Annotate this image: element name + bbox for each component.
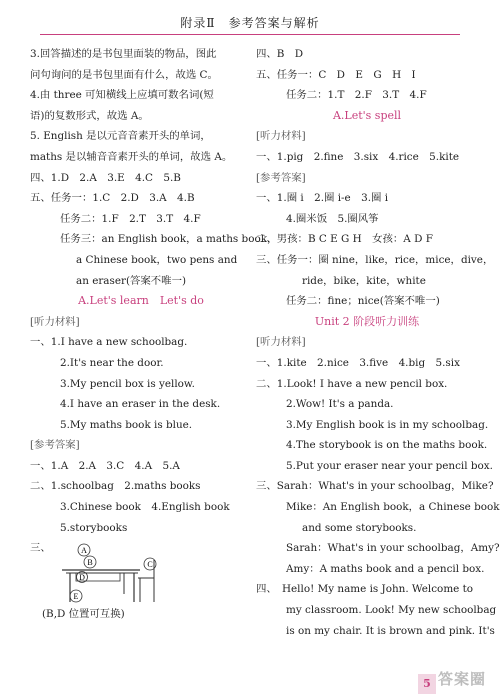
page-header — [0, 0, 500, 40]
left-column — [30, 44, 278, 625]
passage-line: 四、 Hello! My name is John. Welcome to — [256, 583, 474, 596]
text-line: maths 是以辅音音素开头的单词，故选 A。 — [30, 150, 233, 163]
header-title: 附录Ⅱ 参考答案与解析 — [180, 16, 320, 30]
listening-line: 4.The storybook is on the maths book. — [286, 439, 488, 452]
listening-line: 二、1.Look! I have a new pencil box. — [256, 377, 448, 390]
figure-letter: C — [147, 560, 153, 570]
answer-line: 4.圈米饭 5.圈风筝 — [286, 212, 379, 225]
section-tag: [听力材料] — [256, 130, 306, 143]
answer-line: an eraser(答案不唯一) — [76, 274, 187, 287]
answer-line: 3.Chinese book 4.English book — [60, 501, 230, 514]
right-column — [256, 44, 500, 641]
text-line: 4.由 three 可知横线上应填可数名词(短 — [30, 89, 214, 102]
text-line: 语)的复数形式，故选 A。 — [30, 109, 149, 122]
figure-letter: B — [87, 558, 93, 568]
listening-line: 一、1.I have a new schoolbag. — [30, 336, 188, 349]
note-line: (B,D 位置可互换) — [42, 608, 125, 621]
passage-line: my classroom. Look! My new schoolbag — [286, 604, 497, 617]
listening-line: 2.Wow! It's a panda. — [286, 398, 394, 411]
page-number: 5 — [418, 674, 436, 694]
answer-line: 四、B D — [256, 48, 304, 60]
figure-letter: A — [81, 546, 87, 556]
listening-line: 3.My pencil box is yellow. — [60, 377, 195, 390]
section-title: A.Let's spell — [332, 108, 402, 122]
dialogue-line: Amy：A maths book and a pencil box. — [286, 562, 485, 575]
answer-line: 任务二：fine；nice(答案不唯一) — [286, 295, 440, 308]
dialogue-line: 三、Sarah：What's in your schoolbag，Mike? — [256, 480, 494, 493]
section-title: A.Let's learn Let's do — [78, 294, 204, 308]
answer-line: 任务三：an English book，a maths book， — [60, 233, 278, 246]
answer-line: 一、1.圈 i 2.圈 i-e 3.圈 i — [256, 192, 389, 205]
answer-line: 一、1.A 2.A 3.C 4.A 5.A — [30, 459, 180, 472]
passage-line: is on my chair. It is brown and pink. It's — [286, 624, 495, 637]
answer-line: 任务二：1.T 2.F 3.T 4.F — [286, 89, 427, 102]
dialogue-line: Sarah：What's in your schoolbag，Amy? — [286, 542, 500, 555]
text-line: 问句询问的是书包里面有什么，故选 C。 — [30, 68, 218, 81]
answer-line: 二、1.schoolbag 2.maths books — [30, 480, 201, 493]
watermark-logo: 答案圈 — [438, 670, 487, 688]
text-line: 3.回答描述的是书包里面装的物品，图此 — [30, 48, 217, 60]
dialogue-line: and some storybooks. — [302, 521, 417, 534]
answer-line: 二、男孩：B C E G H 女孩：A D F — [256, 233, 433, 246]
desk-illustration — [54, 542, 164, 604]
listening-line: 3.My English book is in my schoolbag. — [286, 418, 489, 431]
listening-line: 5.Put your eraser near your pencil box. — [286, 459, 493, 472]
dialogue-line: Mike：An English book，a Chinese book — [286, 501, 500, 514]
figure-letter: D — [79, 573, 85, 583]
section-tag: [参考答案] — [256, 171, 306, 184]
section-tag: [听力材料] — [256, 336, 306, 349]
answer-line: 任务二：1.F 2.T 3.T 4.F — [60, 212, 201, 225]
listening-line: 4.I have an eraser in the desk. — [60, 398, 221, 411]
answer-line: 三、任务一：圈 nine，like，rice，mice，dive， — [256, 253, 494, 266]
answer-line: a Chinese book，two pens and — [76, 253, 238, 266]
answer-line: 五、任务一：C D E G H I — [256, 68, 416, 81]
answer-line: 五、任务一：1.C 2.D 3.A 4.B — [30, 192, 195, 205]
listening-line: 2.It's near the door. — [60, 356, 164, 369]
section-tag: [听力材料] — [30, 315, 80, 328]
text-line: 5. English 是以元音音素开头的单词， — [30, 130, 211, 143]
answer-line: 四、1.D 2.A 3.E 4.C 5.B — [30, 171, 181, 184]
listening-line: 一、1.pig 2.fine 3.six 4.rice 5.kite — [256, 150, 460, 163]
figure-letter: E — [73, 592, 79, 602]
listening-line: 一、1.kite 2.nice 3.five 4.big 5.six — [256, 356, 460, 369]
listening-line: 5.My maths book is blue. — [60, 418, 193, 431]
answer-line: ride，bike，kite，white — [302, 274, 426, 287]
desk-figure — [30, 538, 252, 604]
section-tag: [参考答案] — [30, 439, 80, 452]
figure-label: 三、 — [30, 542, 51, 555]
header-divider — [40, 34, 460, 35]
section-title: Unit 2 阶段听力训练 — [314, 314, 420, 328]
answer-line: 5.storybooks — [60, 521, 128, 534]
